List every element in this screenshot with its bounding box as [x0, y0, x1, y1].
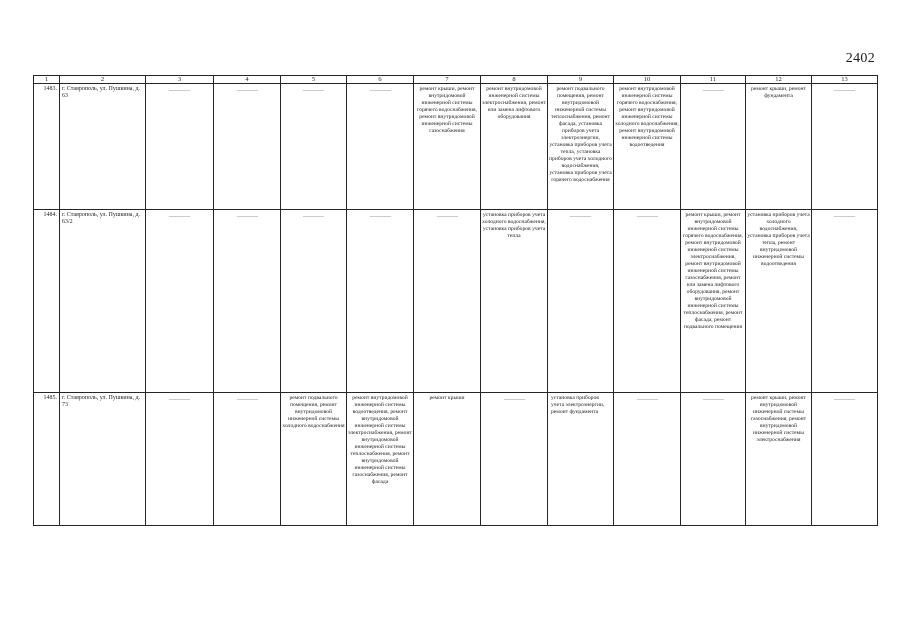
cell-col-7: ремонт крыши [414, 393, 481, 526]
empty-dash: — [236, 212, 258, 220]
row-address: г. Ставрополь, ул. Пушкина, д. 63 [60, 84, 146, 210]
cell-col-5 [281, 210, 347, 393]
empty-dash: — [236, 395, 258, 403]
header-col-4: 4 [214, 76, 281, 84]
header-col-9: 9 [548, 76, 614, 84]
cell-col-12: ремонт крыши, ремонт фундамента [746, 84, 812, 210]
header-col-5: 5 [281, 76, 347, 84]
header-col-12: 12 [746, 76, 812, 84]
header-col-6: 6 [347, 76, 414, 84]
cell-col-3 [146, 393, 214, 526]
header-col-1: 1 [34, 76, 60, 84]
empty-dash: — [834, 395, 855, 403]
cell-col-13 [812, 393, 878, 526]
repair-schedule-table [33, 75, 878, 526]
cell-col-3 [146, 84, 214, 210]
cell-col-10 [614, 210, 681, 393]
cell-col-10: ремонт внутридомовой инженерной системы горячего водоснабжения, ремонт внутридомовой инженерной системы холодного водоснабжения, ремонт внутридомовой инженерной системы водоотведения [614, 84, 681, 210]
empty-dash: — [570, 212, 591, 220]
cell-col-9: ремонт подвального помещения, ремонт внутридомовой инженерной системы теплоснабжения, ремонт фасада, установка приборов учета электроэнергии, установка приборов учета тепла, установка приборов учета холодного водоснабжения, установка приборов учета горячего водоснабжения [548, 84, 614, 210]
header-col-8: 8 [481, 76, 548, 84]
table-row [34, 393, 878, 526]
empty-dash: — [303, 86, 324, 94]
empty-dash: — [636, 212, 658, 220]
empty-dash: — [834, 212, 855, 220]
cell-col-8: ремонт внутридомовой инженерной системы электроснабжения, ремонт или замена лифтового оборудования [481, 84, 548, 210]
cell-col-8: установка приборов учета холодного водоснабжения, установка приборов учета тепла [481, 210, 548, 393]
cell-col-11: ремонт крыши, ремонт внутридомовой инженерной системы горячего водоснабжения, ремонт внутридомовой инженерной системы электроснабжения, ремонт внутридомовой инженерной системы газоснабжения, ремонт или замена лифтового оборудования, ремонт внутридомовой инженерной системы теплоснабжения, ремонт фасада, ремонт подвального помещения [681, 210, 746, 393]
cell-col-3 [146, 210, 214, 393]
header-col-13: 13 [812, 76, 878, 84]
cell-col-4 [214, 393, 281, 526]
cell-col-5 [281, 84, 347, 210]
empty-dash: — [702, 86, 724, 94]
cell-col-9 [548, 210, 614, 393]
empty-dash: — [369, 86, 391, 94]
empty-dash: — [303, 212, 324, 220]
empty-dash: — [436, 212, 458, 220]
row-number: 1483. [34, 84, 60, 210]
cell-col-9: установка приборов учета электроэнергии, ремонт фундамента [548, 393, 614, 526]
empty-dash: — [369, 212, 391, 220]
cell-col-8 [481, 393, 548, 526]
cell-col-7: ремонт крыши, ремонт внутридомовой инженерной системы горячего водоснабжения, ремонт внутридомовой инженерной системы газоснабжения [414, 84, 481, 210]
header-col-10: 10 [614, 76, 681, 84]
row-address: г. Ставрополь, ул. Пушкина, д. 63/2 [60, 210, 146, 393]
cell-col-5: ремонт подвального помещения, ремонт внутридомовой инженерной системы холодного водоснабжения [281, 393, 347, 526]
cell-col-11 [681, 84, 746, 210]
header-col-7: 7 [414, 76, 481, 84]
cell-col-11 [681, 393, 746, 526]
cell-col-6: ремонт внутридомовой инженерной системы водоотведения, ремонт внутридомовой инженерной системы электроснабжения, ремонт внутридомовой инженерной системы теплоснабжения, ремонт внутридомовой инженерной системы газоснабжения, ремонт фасада [347, 393, 414, 526]
header-col-2: 2 [60, 76, 146, 84]
header-col-11: 11 [681, 76, 746, 84]
cell-col-13 [812, 84, 878, 210]
empty-dash: — [169, 395, 190, 403]
empty-dash: — [834, 86, 855, 94]
header-col-3: 3 [146, 76, 214, 84]
cell-col-13 [812, 210, 878, 393]
table-row [34, 84, 878, 210]
empty-dash: — [169, 86, 190, 94]
cell-col-10 [614, 393, 681, 526]
cell-col-4 [214, 84, 281, 210]
header-row [34, 76, 878, 84]
row-number: 1485. [34, 393, 60, 526]
empty-dash: — [702, 395, 724, 403]
empty-dash: — [636, 395, 658, 403]
row-number: 1484. [34, 210, 60, 393]
empty-dash: — [236, 86, 258, 94]
page-number: 2402 [845, 51, 875, 66]
cell-col-6 [347, 210, 414, 393]
cell-col-6 [347, 84, 414, 210]
cell-col-7 [414, 210, 481, 393]
cell-col-12: ремонт крыши, ремонт внутридомовой инженерной системы газоснабжения, ремонт внутридомовой инженерной системы электроснабжения [746, 393, 812, 526]
row-address: г. Ставрополь, ул. Пушкина, д. 73 [60, 393, 146, 526]
empty-dash: — [169, 212, 190, 220]
cell-col-12: установка приборов учета холодного водоснабжения, установка приборов учета тепла, ремонт внутридомовой инженерной системы водоотведения [746, 210, 812, 393]
cell-col-4 [214, 210, 281, 393]
empty-dash: — [503, 395, 525, 403]
table-row [34, 210, 878, 393]
